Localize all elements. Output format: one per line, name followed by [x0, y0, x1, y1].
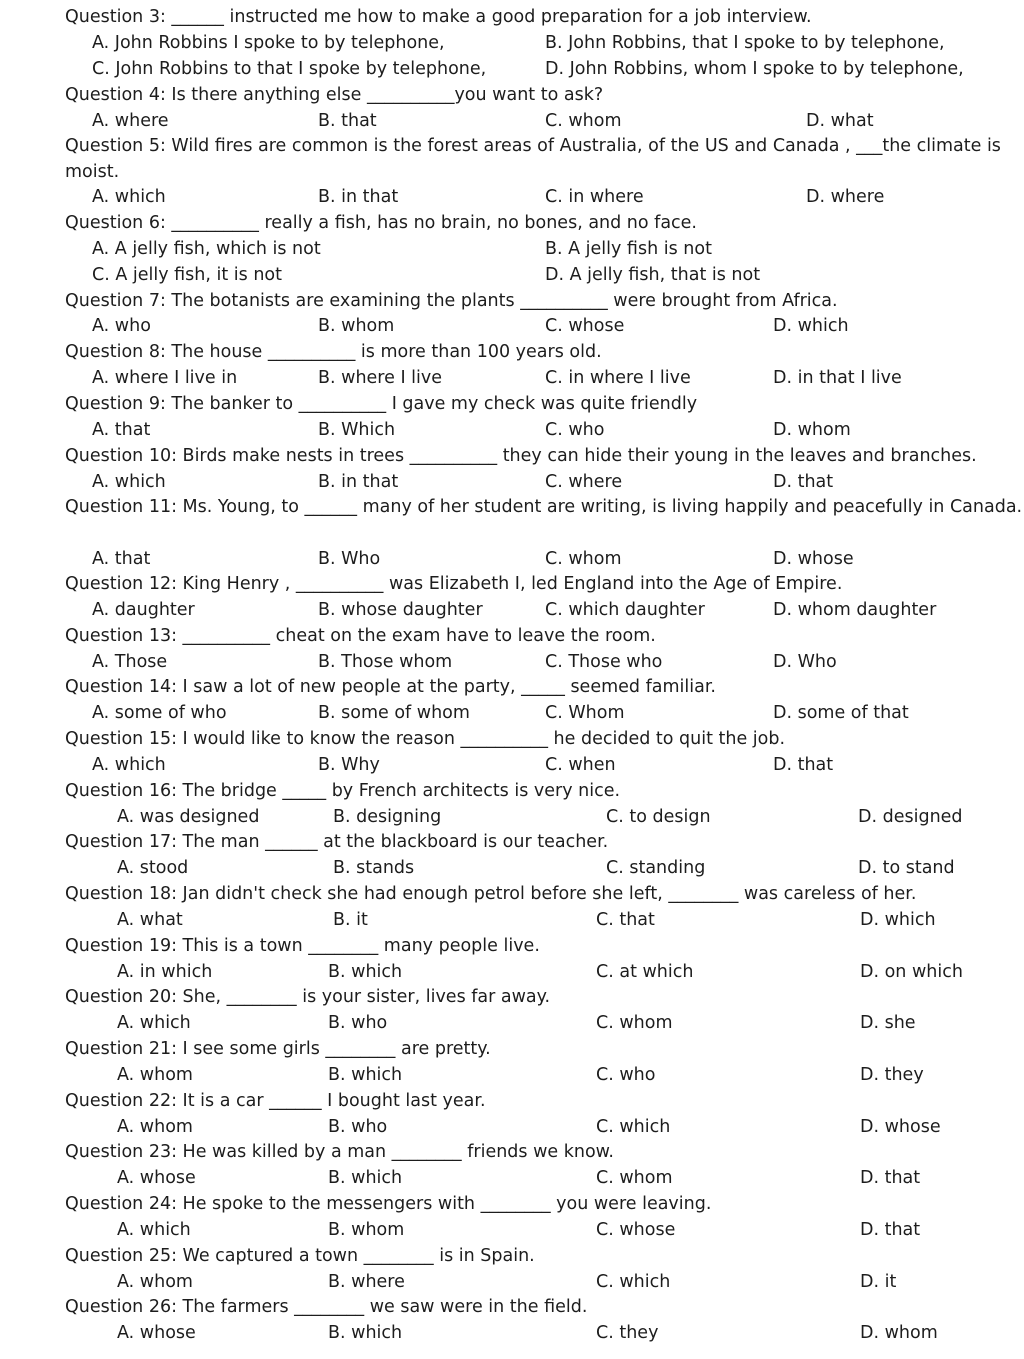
question-16-option-a: A. was designed: [117, 807, 260, 827]
question-11-option-b: B. Who: [318, 549, 381, 569]
question-11-text: Question 11: Ms. Young, to ______ many of her student are writing, is living happily and peacefully in Canada.: [65, 497, 1023, 517]
question-24-option-b: B. whom: [328, 1220, 405, 1240]
question-5-option-b: B. in that: [318, 187, 399, 207]
question-4-option-a: A. where: [92, 111, 169, 131]
question-15-option-a: A. which: [92, 755, 166, 775]
question-10-option-a: A. which: [92, 472, 166, 492]
question-14-option-a: A. some of who: [92, 703, 227, 723]
question-26-option-c: C. they: [596, 1323, 659, 1343]
question-18-option-b: B. it: [333, 910, 368, 930]
question-13-option-c: C. Those who: [545, 652, 663, 672]
question-7-option-d: D. which: [773, 316, 849, 336]
question-8-option-d: D. in that I live: [773, 368, 902, 388]
question-15-option-d: D. that: [773, 755, 834, 775]
question-13-option-b: B. Those whom: [318, 652, 453, 672]
question-3-option-d: D. John Robbins, whom I spoke to by telephone,: [545, 59, 964, 79]
question-19-option-b: B. which: [328, 962, 403, 982]
question-4-option-d: D. what: [806, 111, 874, 131]
question-9-text: Question 9: The banker to __________ I gave my check was quite friendly: [65, 394, 698, 414]
question-3-option-b: B. John Robbins, that I spoke to by telephone,: [545, 33, 945, 53]
question-5-text: Question 5: Wild fires are common is the forest areas of Australia, of the US and Canada , ___the climate is moist.: [65, 136, 1001, 182]
question-16-option-b: B. designing: [333, 807, 442, 827]
question-20-option-c: C. whom: [596, 1013, 673, 1033]
question-23-option-b: B. which: [328, 1168, 403, 1188]
question-17-option-d: D. to stand: [858, 858, 955, 878]
question-25-option-c: C. which: [596, 1272, 671, 1292]
question-10-option-b: B. in that: [318, 472, 399, 492]
question-25-option-a: A. whom: [117, 1272, 193, 1292]
question-3-text: Question 3: ______ instructed me how to make a good preparation for a job interview.: [65, 7, 812, 27]
question-11-option-c: C. whom: [545, 549, 622, 569]
question-16-option-d: D. designed: [858, 807, 963, 827]
question-4-option-b: B. that: [318, 111, 377, 131]
question-23-option-c: C. whom: [596, 1168, 673, 1188]
question-17-option-b: B. stands: [333, 858, 415, 878]
question-15-option-b: B. Why: [318, 755, 380, 775]
question-18-option-d: D. which: [860, 910, 936, 930]
question-13-option-d: D. Who: [773, 652, 837, 672]
question-25-option-b: B. where: [328, 1272, 405, 1292]
question-21-option-d: D. they: [860, 1065, 924, 1085]
question-12-text: Question 12: King Henry , __________ was Elizabeth I, led England into the Age of Empire.: [65, 574, 843, 594]
question-12-option-a: A. daughter: [92, 600, 195, 620]
question-18-text: Question 18: Jan didn't check she had enough petrol before she left, ________ was careless of her.: [65, 884, 917, 904]
question-10-text: Question 10: Birds make nests in trees __________ they can hide their young in the leaves and branches.: [65, 446, 977, 466]
question-10-option-d: D. that: [773, 472, 834, 492]
question-6-option-d: D. A jelly fish, that is not: [545, 265, 761, 285]
question-7-option-c: C. whose: [545, 316, 625, 336]
question-15-text: Question 15: I would like to know the reason __________ he decided to quit the job.: [65, 729, 786, 749]
question-20-option-d: D. she: [860, 1013, 916, 1033]
question-12-option-c: C. which daughter: [545, 600, 705, 620]
question-19-option-a: A. in which: [117, 962, 213, 982]
question-22-text: Question 22: It is a car ______ I bought last year.: [65, 1091, 486, 1111]
question-14-option-d: D. some of that: [773, 703, 909, 723]
question-9-option-d: D. whom: [773, 420, 851, 440]
question-17-option-a: A. stood: [117, 858, 189, 878]
question-26-option-a: A. whose: [117, 1323, 196, 1343]
question-17-text: Question 17: The man ______ at the blackboard is our teacher.: [65, 832, 609, 852]
question-16-text: Question 16: The bridge _____ by French architects is very nice.: [65, 781, 621, 801]
question-21-text: Question 21: I see some girls ________ are pretty.: [65, 1039, 491, 1059]
question-8-text: Question 8: The house __________ is more than 100 years old.: [65, 342, 602, 362]
question-6-text: Question 6: __________ really a fish, has no brain, no bones, and no face.: [65, 213, 697, 233]
question-26-text: Question 26: The farmers ________ we saw were in the field.: [65, 1297, 588, 1317]
question-5-option-d: D. where: [806, 187, 885, 207]
question-20-option-a: A. which: [117, 1013, 191, 1033]
question-19-option-d: D. on which: [860, 962, 963, 982]
question-7-option-b: B. whom: [318, 316, 395, 336]
question-25-text: Question 25: We captured a town ________ is in Spain.: [65, 1246, 535, 1266]
question-24-option-d: D. that: [860, 1220, 921, 1240]
question-14-option-c: C. Whom: [545, 703, 625, 723]
question-22-option-a: A. whom: [117, 1117, 193, 1137]
question-23-option-d: D. that: [860, 1168, 921, 1188]
question-24-option-a: A. which: [117, 1220, 191, 1240]
question-10-option-c: C. where: [545, 472, 623, 492]
question-13-option-a: A. Those: [92, 652, 168, 672]
question-3-option-c: C. John Robbins to that I spoke by telephone,: [92, 59, 487, 79]
question-9-option-b: B. Which: [318, 420, 396, 440]
question-9-option-a: A. that: [92, 420, 151, 440]
question-12-option-b: B. whose daughter: [318, 600, 483, 620]
question-26-option-d: D. whom: [860, 1323, 938, 1343]
question-3-option-a: A. John Robbins I spoke to by telephone,: [92, 33, 445, 53]
question-20-option-b: B. who: [328, 1013, 388, 1033]
question-15-option-c: C. when: [545, 755, 616, 775]
question-6-option-c: C. A jelly fish, it is not: [92, 265, 282, 285]
question-8-option-a: A. where I live in: [92, 368, 238, 388]
question-21-option-c: C. who: [596, 1065, 656, 1085]
question-5-option-a: A. which: [92, 187, 166, 207]
question-20-text: Question 20: She, ________ is your sister, lives far away.: [65, 987, 551, 1007]
question-12-option-d: D. whom daughter: [773, 600, 937, 620]
question-8-option-c: C. in where I live: [545, 368, 691, 388]
question-11-option-a: A. that: [92, 549, 151, 569]
question-24-text: Question 24: He spoke to the messengers with ________ you were leaving.: [65, 1194, 712, 1214]
question-18-option-a: A. what: [117, 910, 183, 930]
question-22-option-d: D. whose: [860, 1117, 941, 1137]
question-22-option-c: C. which: [596, 1117, 671, 1137]
question-13-text: Question 13: __________ cheat on the exam have to leave the room.: [65, 626, 656, 646]
question-6-option-a: A. A jelly fish, which is not: [92, 239, 321, 259]
question-21-option-a: A. whom: [117, 1065, 193, 1085]
question-19-option-c: C. at which: [596, 962, 694, 982]
question-23-text: Question 23: He was killed by a man ________ friends we know.: [65, 1142, 614, 1162]
question-8-option-b: B. where I live: [318, 368, 443, 388]
question-19-text: Question 19: This is a town ________ many people live.: [65, 936, 540, 956]
question-14-option-b: B. some of whom: [318, 703, 470, 723]
question-21-option-b: B. which: [328, 1065, 403, 1085]
question-24-option-c: C. whose: [596, 1220, 676, 1240]
question-26-option-b: B. which: [328, 1323, 403, 1343]
question-16-option-c: C. to design: [606, 807, 711, 827]
question-7-option-a: A. who: [92, 316, 151, 336]
question-25-option-d: D. it: [860, 1272, 897, 1292]
question-4-option-c: C. whom: [545, 111, 622, 131]
question-7-text: Question 7: The botanists are examining the plants __________ were brought from Africa.: [65, 291, 838, 311]
question-4-text: Question 4: Is there anything else __________you want to ask?: [65, 85, 604, 105]
question-23-option-a: A. whose: [117, 1168, 196, 1188]
question-22-option-b: B. who: [328, 1117, 388, 1137]
question-6-option-b: B. A jelly fish is not: [545, 239, 712, 259]
question-11-option-d: D. whose: [773, 549, 854, 569]
question-18-option-c: C. that: [596, 910, 655, 930]
question-14-text: Question 14: I saw a lot of new people at the party, _____ seemed familiar.: [65, 677, 716, 697]
question-17-option-c: C. standing: [606, 858, 706, 878]
question-5-option-c: C. in where: [545, 187, 644, 207]
question-9-option-c: C. who: [545, 420, 605, 440]
